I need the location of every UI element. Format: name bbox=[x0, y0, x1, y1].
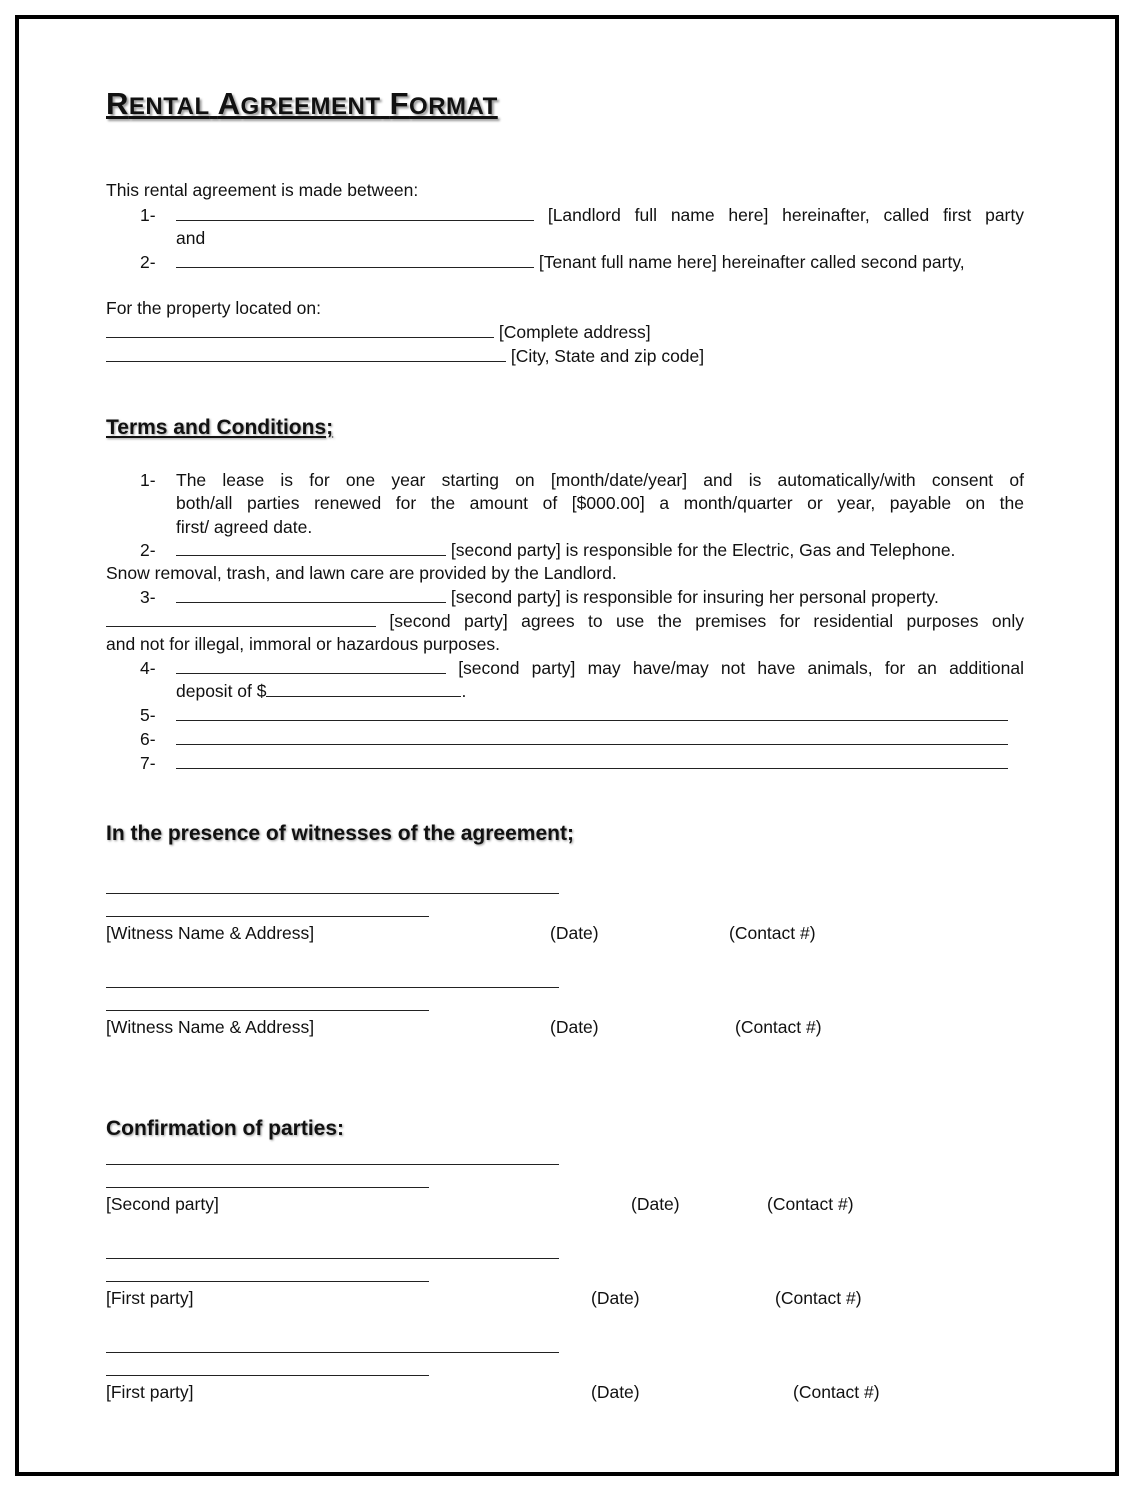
confirm-1-name-label: [Second party] bbox=[106, 1194, 219, 1214]
terms-heading: Terms and Conditions; bbox=[106, 416, 334, 439]
confirm-2-line-2[interactable] bbox=[106, 1281, 429, 1282]
witness-1-line-1[interactable] bbox=[106, 893, 559, 894]
confirm-3-name-label: [First party] bbox=[106, 1382, 194, 1402]
confirm-2-contact-label: (Contact #) bbox=[775, 1288, 862, 1308]
confirm-1-line-1[interactable] bbox=[106, 1164, 559, 1165]
term-6-blank[interactable] bbox=[176, 728, 1008, 745]
document-title: RENTAL AGREEMENT FORMAT bbox=[106, 86, 498, 121]
intro-text: This rental agreement is made between: bbox=[106, 180, 419, 200]
witness-2-line-2[interactable] bbox=[106, 1010, 429, 1011]
city-blank[interactable] bbox=[106, 345, 506, 362]
property-city: [City, State and zip code] bbox=[106, 345, 1024, 367]
property-address: [Complete address] bbox=[106, 321, 1024, 343]
witness-2-date-label: (Date) bbox=[550, 1017, 599, 1037]
witness-1-date-label: (Date) bbox=[550, 923, 599, 943]
landlord-name-blank[interactable] bbox=[176, 204, 534, 221]
address-blank[interactable] bbox=[106, 321, 494, 338]
confirm-2-date-label: (Date) bbox=[591, 1288, 640, 1308]
confirm-3-line-1[interactable] bbox=[106, 1352, 559, 1353]
witness-1-name-label: [Witness Name & Address] bbox=[106, 923, 315, 943]
confirm-2-line-1[interactable] bbox=[106, 1258, 559, 1259]
confirm-3-date-label: (Date) bbox=[591, 1382, 640, 1402]
confirm-1-contact-label: (Contact #) bbox=[767, 1194, 854, 1214]
term-5-blank[interactable] bbox=[176, 704, 1008, 721]
witness-2-name-label: [Witness Name & Address] bbox=[106, 1017, 315, 1037]
term-3-cont: [second party] agrees to use the premises for residential purposes only bbox=[106, 610, 1024, 632]
witnesses-heading: In the presence of witnesses of the agreement; bbox=[106, 822, 574, 845]
witness-2-line-1[interactable] bbox=[106, 987, 559, 988]
term-7-blank[interactable] bbox=[176, 752, 1008, 769]
term-3-cont2: and not for illegal, immoral or hazardous purposes. bbox=[106, 634, 500, 654]
term-4-blank[interactable] bbox=[176, 657, 446, 674]
confirm-1-date-label: (Date) bbox=[631, 1194, 680, 1214]
term-3-cont-blank[interactable] bbox=[106, 610, 376, 627]
term-2-cont: Snow removal, trash, and lawn care are provided by the Landlord. bbox=[106, 563, 617, 583]
deposit-blank[interactable] bbox=[266, 680, 461, 697]
tenant-name-blank[interactable] bbox=[176, 251, 534, 268]
confirmation-heading: Confirmation of parties: bbox=[106, 1117, 345, 1140]
witness-2-contact-label: (Contact #) bbox=[735, 1017, 822, 1037]
confirm-2-name-label: [First party] bbox=[106, 1288, 194, 1308]
property-label: For the property located on: bbox=[106, 298, 321, 318]
term-3-blank[interactable] bbox=[176, 586, 446, 603]
witness-1-contact-label: (Contact #) bbox=[729, 923, 816, 943]
witness-1-line-2[interactable] bbox=[106, 916, 429, 917]
confirm-1-line-2[interactable] bbox=[106, 1187, 429, 1188]
confirm-3-contact-label: (Contact #) bbox=[793, 1382, 880, 1402]
term-2-blank[interactable] bbox=[176, 539, 446, 556]
confirm-3-line-2[interactable] bbox=[106, 1375, 429, 1376]
